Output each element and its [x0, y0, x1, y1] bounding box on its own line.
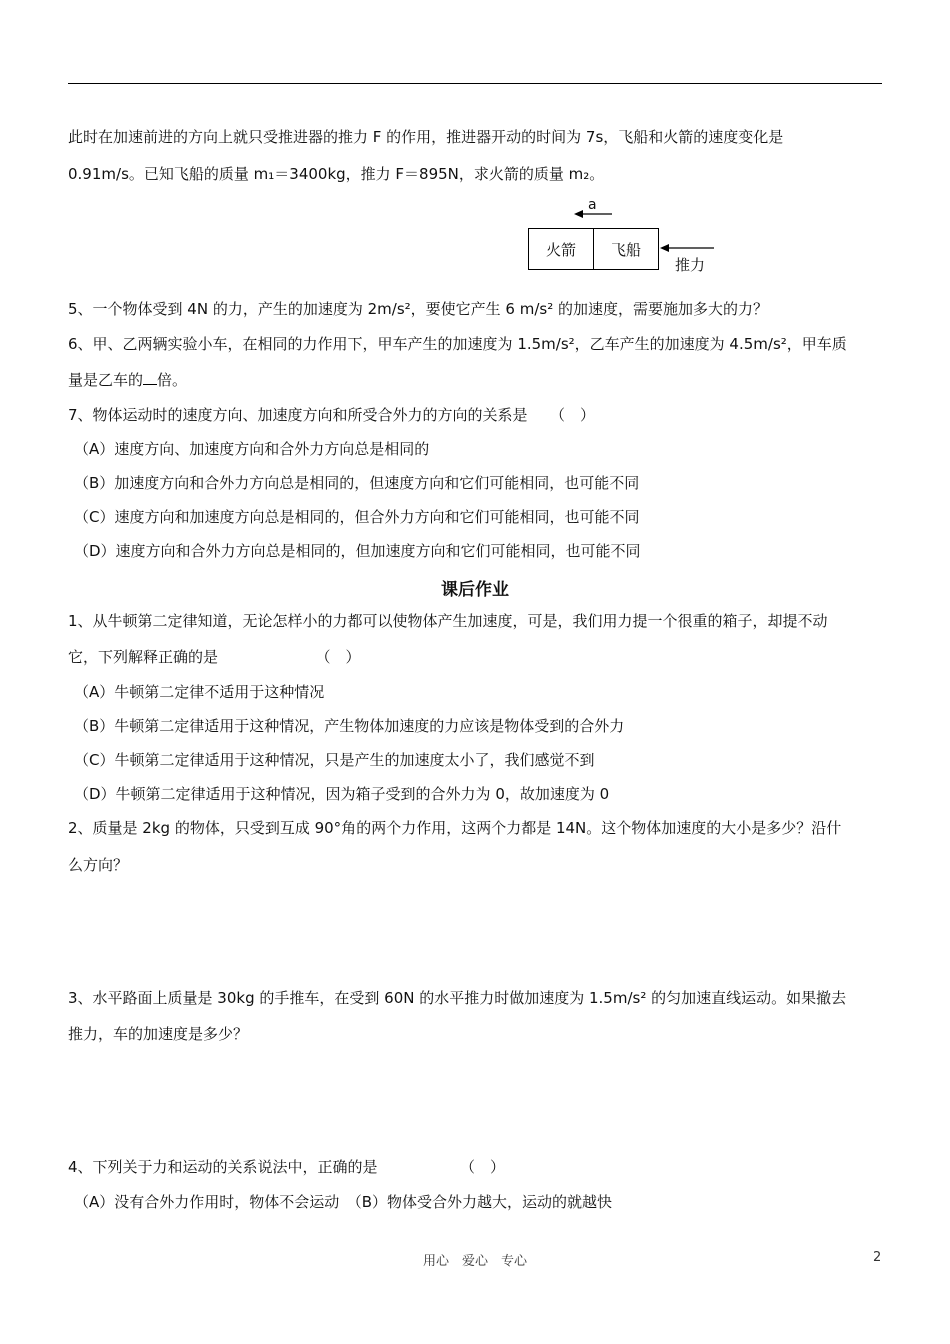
text-fragment: 倍。 — [157, 371, 188, 389]
homework-1: 1、从牛顿第二定律知道，无论怎样小的力都可以使物体产生加速度，可是，我们用力提一个很重的箱子，却提不动 — [68, 612, 828, 630]
question-6: 6、甲、乙两辆实验小车，在相同的力作用下，甲车产生的加速度为 1.5m/s²，乙车产生的加速度为 4.5m/s²，甲车质 — [68, 335, 847, 353]
thrust-label: 推力 — [675, 256, 706, 274]
section-heading: 课后作业 — [441, 580, 509, 600]
homework-3-cont: 推力，车的加速度是多少？ — [68, 1025, 249, 1043]
acceleration-arrow-icon — [574, 208, 612, 220]
options-a-b: （A）没有合外力作用时，物体不会运动 （B）物体受合外力越大，运动的就越快 — [74, 1193, 613, 1211]
text-fragment: 量是乙车的 — [68, 371, 144, 389]
text-line: 此时在加速前进的方向上就只受推进器的推力 F 的作用，推进器开动的时间为 7s，飞船和火箭的速度变化是 — [68, 128, 784, 146]
homework-4: 4、下列关于力和运动的关系说法中，正确的是 （ ） — [68, 1158, 506, 1176]
option-d: （D）速度方向和合外力方向总是相同的，但加速度方向和它们可能相同，也可能不同 — [74, 542, 641, 560]
rocket-box: 火箭 — [528, 228, 594, 270]
spaceship-box: 飞船 — [593, 228, 659, 270]
question-5: 5、一个物体受到 4N 的力，产生的加速度为 2m/s²，要使它产生 6 m/s² 的加速度，需要施加多大的力？ — [68, 300, 768, 318]
header-rule — [68, 83, 882, 84]
acceleration-label: a — [588, 197, 597, 213]
homework-1-cont: 它，下列解释正确的是 （ ） — [68, 648, 361, 666]
page-footer: 用心 爱心 专心 — [422, 1254, 527, 1269]
answer-blank[interactable] — [143, 370, 157, 385]
question-7: 7、物体运动时的速度方向、加速度方向和所受合外力的方向的关系是 （ ） — [68, 406, 596, 424]
option-a: （A）速度方向、加速度方向和合外力方向总是相同的 — [74, 440, 430, 458]
thrust-arrow-icon — [660, 242, 714, 254]
homework-2-cont: 么方向？ — [68, 856, 129, 874]
option-c: （C）速度方向和加速度方向总是相同的，但合外力方向和它们可能相同，也可能不同 — [74, 508, 640, 526]
option-b: （B）牛顿第二定律适用于这种情况，产生物体加速度的力应该是物体受到的合外力 — [74, 717, 625, 735]
question-6-cont — [68, 370, 187, 390]
option-d: （D）牛顿第二定律适用于这种情况，因为箱子受到的合外力为 0，故加速度为 0 — [74, 785, 610, 803]
homework-2: 2、质量是 2kg 的物体，只受到互成 90°角的两个力作用，这两个力都是 14N。这个物体加速度的大小是多少？沿什 — [68, 819, 842, 837]
option-c: （C）牛顿第二定律适用于这种情况，只是产生的加速度太小了，我们感觉不到 — [74, 751, 595, 769]
rocket-ship-diagram — [520, 198, 730, 278]
page-number: 2 — [873, 1250, 882, 1265]
homework-3: 3、水平路面上质量是 30kg 的手推车，在受到 60N 的水平推力时做加速度为 1.5m/s² 的匀加速直线运动。如果撤去 — [68, 989, 847, 1007]
text-line: 0.91m/s。已知飞船的质量 m₁＝3400kg，推力 F＝895N，求火箭的质量 m₂。 — [68, 165, 605, 183]
option-a: （A）牛顿第二定律不适用于这种情况 — [74, 683, 325, 701]
option-b: （B）加速度方向和合外力方向总是相同的，但速度方向和它们可能相同，也可能不同 — [74, 474, 640, 492]
